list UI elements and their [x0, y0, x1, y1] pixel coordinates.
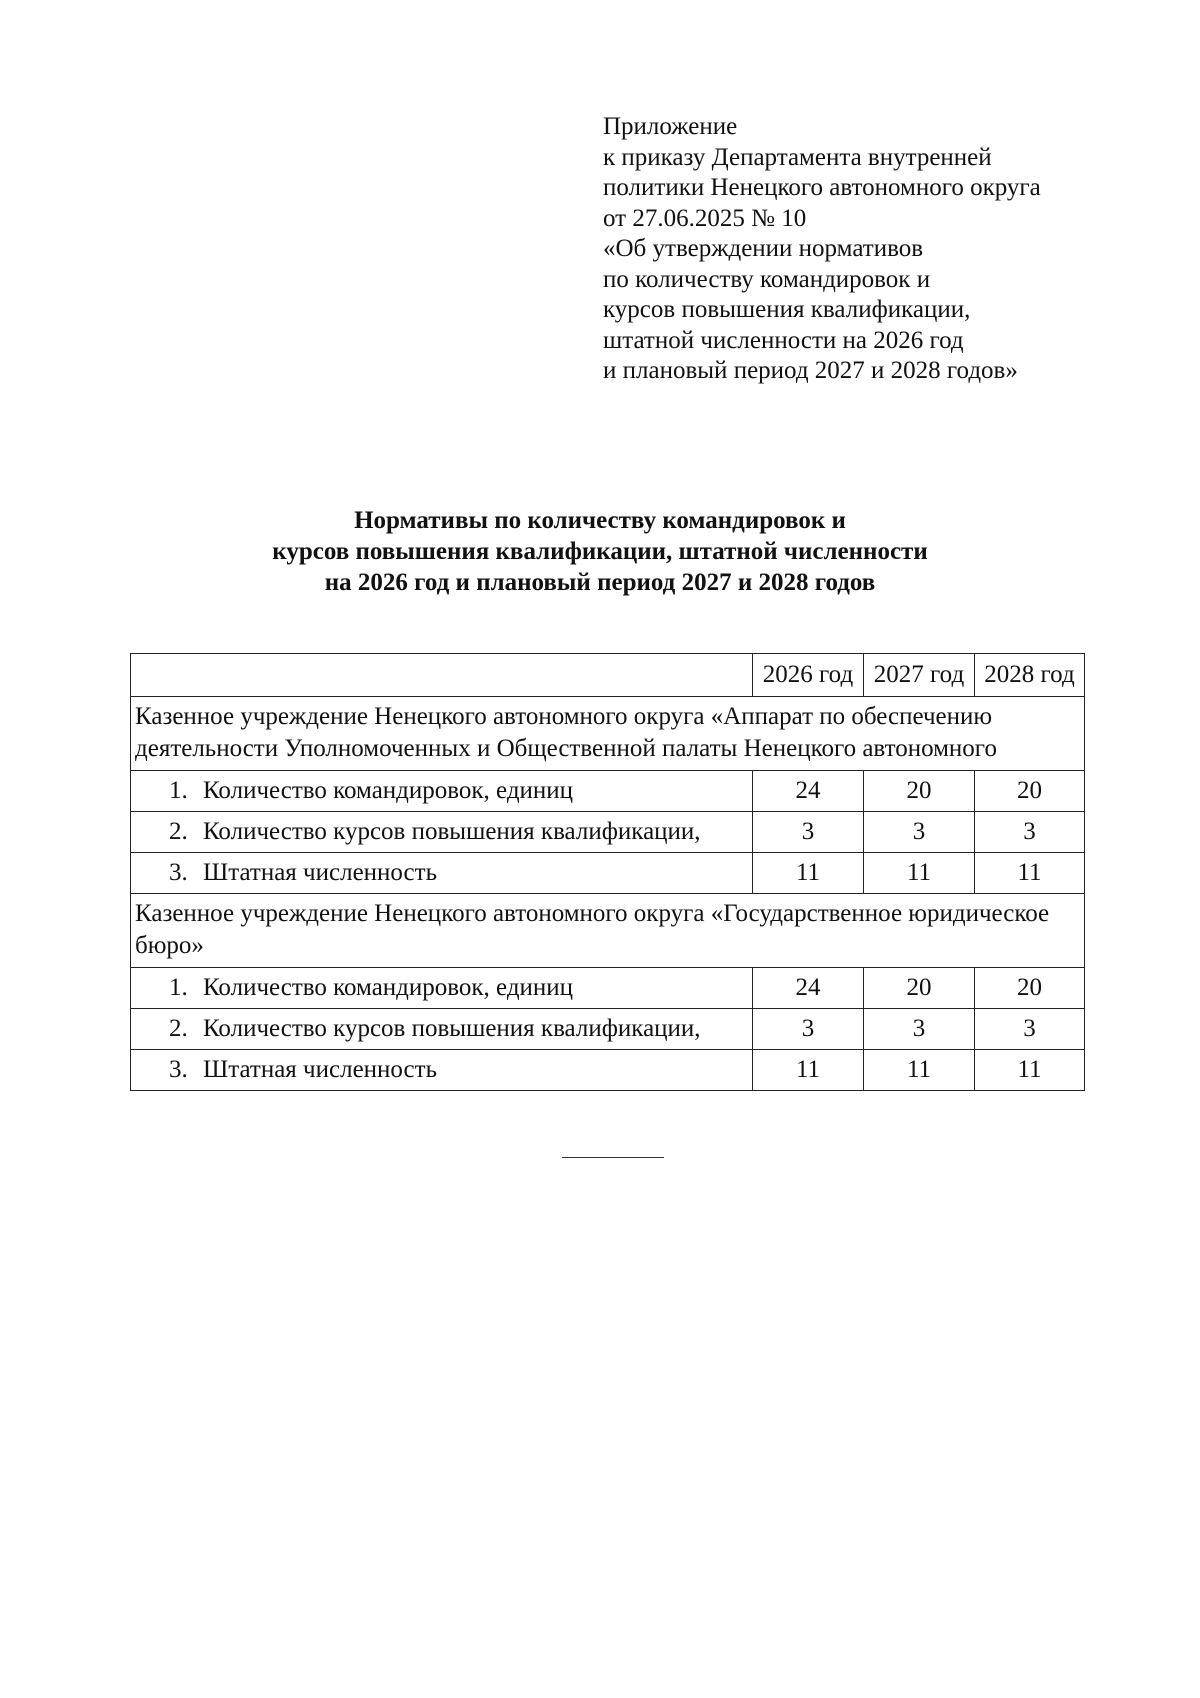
appendix-line: по количеству командировок и [603, 265, 931, 293]
org-name: Казенное учреждение Ненецкого автономного округа «Аппарат по обеспечению деятельности Уполномоченных и Общественной палаты Ненецкого автономного [135, 703, 997, 762]
item-number: 3. [169, 859, 188, 886]
value-2027: 3 [864, 812, 975, 853]
table-header-row [131, 654, 1085, 697]
header-cell-2026: 2026 год [753, 654, 864, 697]
table-row [131, 771, 1085, 812]
appendix-line: и плановый период 2027 и 2028 годов» [603, 357, 1018, 384]
title-line: Нормативы по количеству командировок и [354, 507, 846, 534]
org-row [131, 894, 1085, 968]
title-line: на 2026 год и плановый период 2027 и 2028 годов [324, 569, 876, 596]
value-2028: 3 [975, 812, 1085, 853]
item-label: Количество курсов повышения квалификации, [203, 818, 701, 845]
item-name-cell [131, 968, 753, 1009]
item-label: Штатная численность [203, 859, 437, 886]
value-2028: 11 [975, 1050, 1085, 1091]
org-row [131, 697, 1085, 771]
item-name-cell [131, 812, 753, 853]
value-2026: 3 [753, 1009, 864, 1050]
item-number: 3. [169, 1056, 188, 1083]
appendix-line: Приложение [603, 113, 738, 140]
org-name: Казенное учреждение Ненецкого автономного округа «Государственное юридическое бюро» [135, 900, 1050, 959]
item-label: Количество командировок, единиц [203, 974, 574, 1001]
value-2027: 11 [864, 853, 975, 894]
norms-table [130, 653, 1085, 1091]
value-2028: 20 [975, 968, 1085, 1009]
appendix-line: курсов повышения квалификации, [603, 296, 971, 323]
item-name-cell [131, 1009, 753, 1050]
value-2026: 24 [753, 968, 864, 1009]
value-2028: 11 [975, 853, 1085, 894]
end-divider [562, 1157, 664, 1158]
value-2026: 24 [753, 771, 864, 812]
item-number: 1. [169, 777, 188, 804]
value-2026: 11 [753, 853, 864, 894]
table-row [131, 1050, 1085, 1091]
header-cell-2028: 2028 год [975, 654, 1085, 697]
table-row [131, 853, 1085, 894]
appendix-line: «Об утверждении нормативов [603, 235, 924, 262]
header-cell-empty [131, 654, 753, 697]
appendix-block [603, 112, 1123, 387]
value-2028: 3 [975, 1009, 1085, 1050]
value-2027: 11 [864, 1050, 975, 1091]
item-number: 2. [169, 818, 188, 845]
item-label: Штатная численность [203, 1056, 437, 1083]
value-2028: 20 [975, 771, 1085, 812]
value-2026: 11 [753, 1050, 864, 1091]
item-name-cell [131, 771, 753, 812]
item-label: Количество командировок, единиц [203, 777, 574, 804]
value-2027: 3 [864, 1009, 975, 1050]
value-2026: 3 [753, 812, 864, 853]
item-number: 1. [169, 974, 188, 1001]
value-2027: 20 [864, 968, 975, 1009]
title-line: курсов повышения квалификации, штатной численности [272, 538, 928, 565]
item-name-cell [131, 1050, 753, 1091]
appendix-line: штатной численности на 2026 год [603, 326, 964, 354]
header-cell-2027: 2027 год [864, 654, 975, 697]
item-number: 2. [169, 1015, 188, 1042]
org-name-cell [131, 894, 1085, 968]
appendix-line: политики Ненецкого автономного округа [603, 174, 1041, 201]
item-label: Количество курсов повышения квалификации, [203, 1015, 701, 1042]
table-row [131, 1009, 1085, 1050]
org-name-cell [131, 697, 1085, 771]
document-title [0, 505, 1200, 598]
table-row [131, 968, 1085, 1009]
appendix-line: к приказу Департамента внутренней [603, 143, 992, 171]
item-name-cell [131, 853, 753, 894]
appendix-line: от 27.06.2025 № 10 [603, 204, 807, 232]
table-row [131, 812, 1085, 853]
value-2027: 20 [864, 771, 975, 812]
